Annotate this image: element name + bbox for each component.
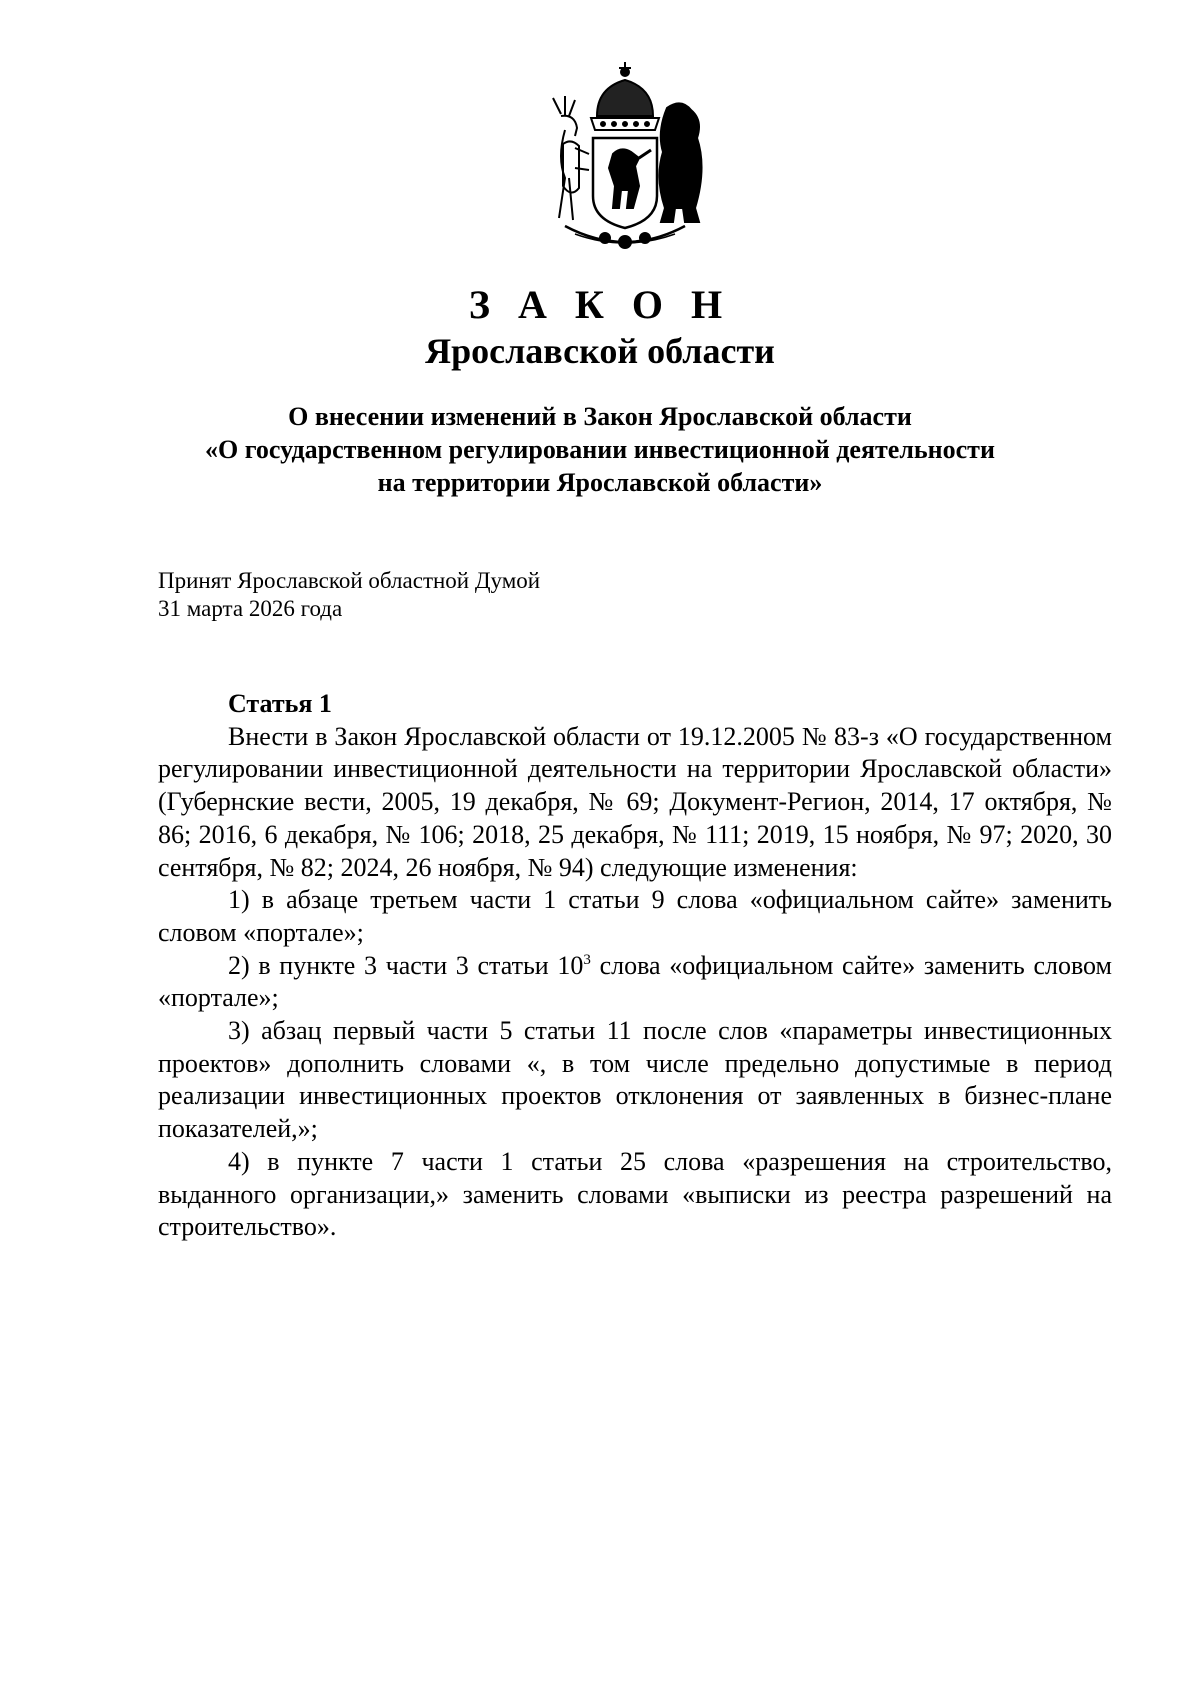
subject-line-2: «О государственном регулировании инвестиционной деятельности [205,435,995,464]
amendment-item-3: 3) абзац первый части 5 статьи 11 после слов «параметры инвестиционных проектов» дополнить словами «, в том числе предельно допустимые в период реализации инвестиционных проектов отклонения от заявленных в бизнес-плане показателей,»; [158,1016,1112,1144]
article-1 [158,688,1112,1244]
amendment-item-4: 4) в пункте 7 части 1 статьи 25 слова «разрешения на строительство, выданного организации,» заменить словами «выписки из реестра разрешений на строительство». [158,1146,1112,1242]
subject-line-1: О внесении изменений в Закон Ярославской области [288,402,912,431]
amendment-item-1: 1) в абзаце третьем части 1 статьи 9 слова «официальном сайте» заменить словом «портале»; [158,885,1112,947]
article-intro: Внести в Закон Ярославской области от 19.12.2005 № 83-з «О государственном регулировании инвестиционной деятельности на территории Ярославской области» (Губернские вести, 2005, 19 декабря, № 69; Документ-Регион, 2014, 17 октября, № 86; 2016, 6 декабря, № 106; 2018, 25 декабря, № 111; 2019, 15 ноября, № 97; 2020, 30 сентября, № 82; 2024, 26 ноября, № 94) следующие изменения: [158,721,1112,882]
adoption-date: 31 марта 2026 года [158,596,343,621]
adoption-body: Принят Ярославской областной Думой [158,568,541,593]
amendment-item-2-start: 2) в пункте 3 части 3 статьи 10 [228,950,584,980]
coat-of-arms-icon [535,58,715,250]
adoption-note [158,567,540,623]
law-region: Ярославской области [425,331,775,371]
amendment-item-2-end: слова «официальном сайте» заменить словом «портале»; [158,950,1113,1013]
article-heading: Статья 1 [228,689,332,718]
amendment-item-2 [158,950,1112,1015]
law-title: З А К О Н [468,282,732,327]
article-number-superscript: 3 [583,951,591,968]
law-subject [160,400,1040,499]
subject-line-3: на территории Ярославской области» [377,468,823,497]
